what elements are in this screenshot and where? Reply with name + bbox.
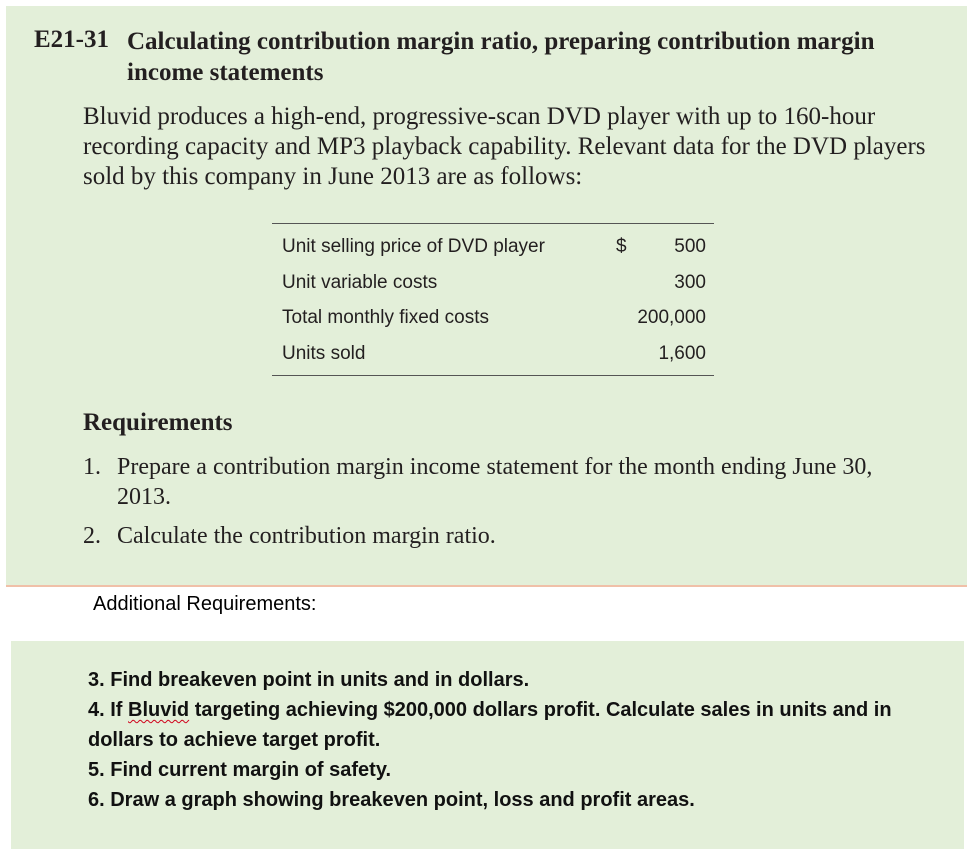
row-value: 300 [674,272,706,293]
row-label: Unit variable costs [282,272,438,293]
additional-item-6: 6. Draw a graph showing breakeven point, loss and profit areas. [88,789,695,811]
row-value: 1,600 [658,343,706,364]
additional-item-3: 3. Find breakeven point in units and in dollars. [88,669,530,691]
additional-requirements-label: Additional Requirements: [93,593,317,615]
spelling-flagged-word: Bluvid [128,699,190,721]
additional-requirements-list [88,665,953,815]
additional-requirements-panel [11,641,964,849]
additional-item-4-cont: dollars to achieve target profit. [88,729,381,751]
item4-rest: targeting achieving $200,000 dollars profit. Calculate sales in units and in [189,699,892,721]
requirements-heading: Requirements [83,409,233,436]
requirement-text-cont: 2013. [117,484,171,510]
exercise-panel [6,6,967,587]
row-currency: $ [616,236,627,257]
requirement-item [83,521,943,553]
data-table [272,223,714,376]
row-label: Units sold [282,343,366,364]
table-row [282,307,706,335]
additional-item-5: 5. Find current margin of safety. [88,759,392,781]
table-row [282,236,706,264]
row-label: Unit selling price of DVD player [282,236,545,257]
requirement-number: 2. [83,523,101,549]
exercise-id: E21-31 [34,26,109,53]
row-value: 200,000 [637,307,706,328]
requirement-text: Calculate the contribution margin ratio. [117,523,496,549]
row-value: 500 [674,236,706,257]
table-row [282,272,706,300]
exercise-intro: Bluvid produces a high-end, progressive-scan DVD player with up to 160-hour recording capacity and MP3 playback capability. Relevant data for the DVD players sold by this company in June 2013 are as follows: [83,103,926,190]
row-label: Total monthly fixed costs [282,307,489,328]
table-row [282,343,706,371]
exercise-title: Calculating contribution margin ratio, preparing contribution margin income statements [127,28,875,86]
requirement-number: 1. [83,454,101,480]
item4-prefix: 4. If [88,699,129,721]
requirement-text: Prepare a contribution margin income statement for the month ending June 30, [117,454,873,480]
requirement-item [83,452,943,514]
additional-item-4 [88,695,953,725]
